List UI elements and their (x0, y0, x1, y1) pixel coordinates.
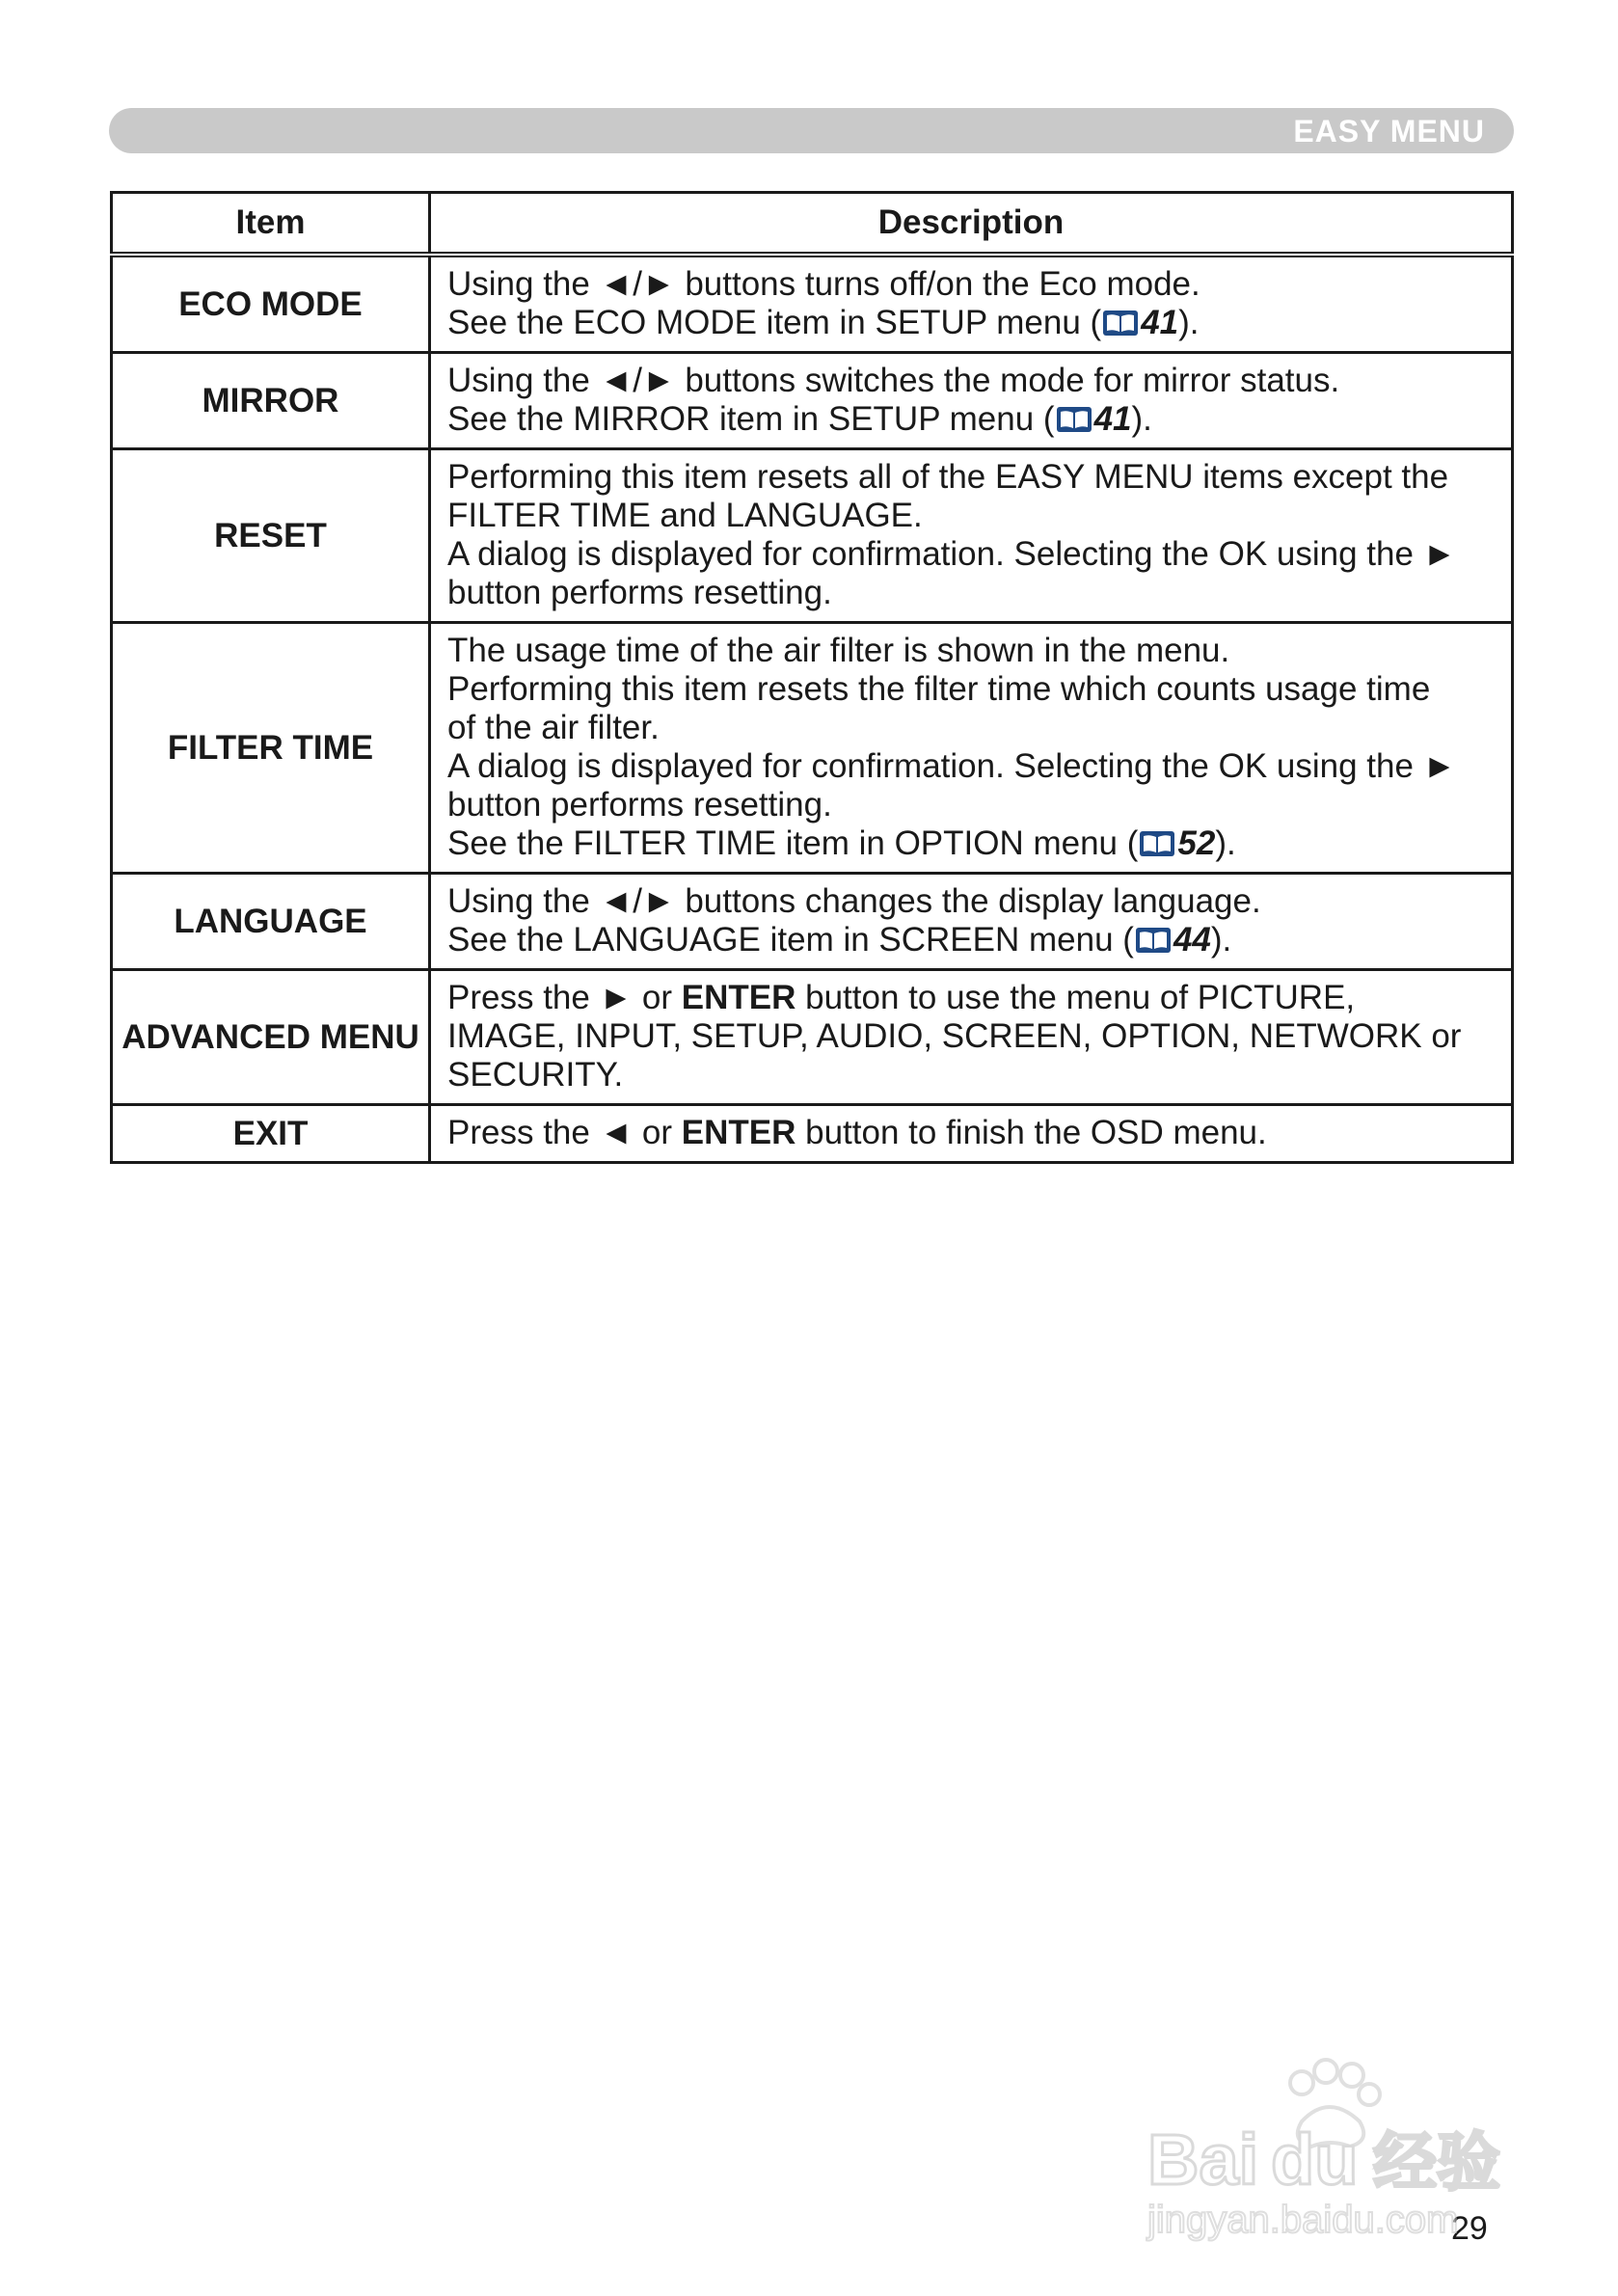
description-line (447, 747, 1499, 786)
item-name-cell: RESET (112, 449, 430, 623)
description-text: Using the ◄/► buttons switches the mode for mirror status. (447, 362, 1340, 399)
column-header-description: Description (430, 193, 1513, 256)
description-line (447, 535, 1499, 574)
description-cell (430, 970, 1513, 1105)
description-line (447, 824, 1499, 863)
baidu-jingyan-watermark-logo (1138, 2054, 1543, 2247)
description-text: ). (1215, 824, 1236, 862)
page-reference-link[interactable]: 44 (1173, 921, 1211, 959)
svg-text:du: du (1271, 2120, 1359, 2200)
description-text: button to finish the OSD menu. (796, 1114, 1267, 1151)
description-text: Using the ◄/► buttons turns off/on the Eco mode. (447, 265, 1200, 303)
table-row (112, 623, 1513, 874)
description-text: ). (1131, 400, 1152, 438)
description-line (447, 882, 1499, 921)
easy-menu-table (110, 191, 1514, 1164)
table-row (112, 970, 1513, 1105)
table-body (112, 255, 1513, 1163)
description-line (447, 632, 1499, 670)
svg-text:经验: 经验 (1373, 2125, 1500, 2200)
description-line (447, 979, 1499, 1017)
item-name-cell: FILTER TIME (112, 623, 430, 874)
description-line (447, 1056, 1499, 1094)
section-header-bar (109, 108, 1514, 153)
book-reference-icon (1102, 310, 1139, 337)
description-text: button performs resetting. (447, 786, 832, 824)
book-reference-icon (1135, 927, 1172, 954)
section-title: EASY MENU (1293, 114, 1485, 149)
description-text: The usage time of the air filter is shown in the menu. (447, 632, 1230, 669)
description-text: Performing this item resets the filter time which counts usage time (447, 670, 1431, 708)
description-text: See the FILTER TIME item in OPTION menu ( (447, 824, 1139, 862)
item-name-cell: LANGUAGE (112, 874, 430, 970)
column-header-item: Item (112, 193, 430, 256)
description-line (447, 400, 1499, 439)
book-reference-icon (1056, 406, 1092, 433)
item-name-cell: EXIT (112, 1105, 430, 1163)
svg-text:jingyan.baidu.com: jingyan.baidu.com (1147, 2199, 1459, 2241)
description-line (447, 786, 1499, 824)
description-text: Using the ◄/► buttons changes the display language. (447, 882, 1261, 920)
description-cell (430, 874, 1513, 970)
description-text: button performs resetting. (447, 574, 832, 611)
svg-text:Bai: Bai (1147, 2120, 1259, 2200)
item-name-cell: ECO MODE (112, 255, 430, 353)
description-cell (430, 623, 1513, 874)
description-line (447, 458, 1499, 497)
description-text: IMAGE, INPUT, SETUP, AUDIO, SCREEN, OPTION, NETWORK or (447, 1017, 1462, 1055)
button-name-text: ENTER (681, 979, 796, 1016)
table-header-row (112, 193, 1513, 256)
page-number: 29 (1451, 2210, 1488, 2247)
description-text: of the air filter. (447, 709, 660, 746)
description-text: A dialog is displayed for confirmation. Selecting the OK using the ► (447, 535, 1457, 573)
button-name-text: ENTER (681, 1114, 796, 1151)
page-reference-link[interactable]: 52 (1177, 824, 1216, 862)
description-text: Press the ◄ or (447, 1114, 682, 1151)
table-row (112, 353, 1513, 449)
description-cell (430, 449, 1513, 623)
book-reference-icon (1139, 830, 1175, 857)
table-row (112, 449, 1513, 623)
page-reference-link[interactable]: 41 (1141, 304, 1179, 341)
description-text: ). (1210, 921, 1232, 959)
table-row (112, 874, 1513, 970)
description-line (447, 921, 1499, 959)
table-row (112, 255, 1513, 353)
description-line (447, 304, 1499, 342)
description-line (447, 574, 1499, 612)
description-line (447, 497, 1499, 535)
description-text: See the LANGUAGE item in SCREEN menu ( (447, 921, 1134, 959)
description-line (447, 670, 1499, 709)
item-name-cell: MIRROR (112, 353, 430, 449)
description-text: button to use the menu of PICTURE, (796, 979, 1356, 1016)
description-line (447, 1114, 1499, 1152)
description-text: A dialog is displayed for confirmation. Selecting the OK using the ► (447, 747, 1457, 785)
description-line (447, 1017, 1499, 1056)
description-cell (430, 255, 1513, 353)
description-text: SECURITY. (447, 1056, 624, 1094)
table-row (112, 1105, 1513, 1163)
page-reference-link[interactable]: 41 (1093, 400, 1132, 438)
description-line (447, 362, 1499, 400)
description-text: FILTER TIME and LANGUAGE. (447, 497, 923, 534)
description-text: ). (1178, 304, 1200, 341)
description-cell (430, 353, 1513, 449)
description-text: Performing this item resets all of the EASY MENU items except the (447, 458, 1449, 496)
description-text: See the ECO MODE item in SETUP menu ( (447, 304, 1102, 341)
description-line (447, 265, 1499, 304)
description-text: Press the ► or (447, 979, 682, 1016)
description-cell (430, 1105, 1513, 1163)
description-text: See the MIRROR item in SETUP menu ( (447, 400, 1055, 438)
item-name-cell: ADVANCED MENU (112, 970, 430, 1105)
description-line (447, 709, 1499, 747)
